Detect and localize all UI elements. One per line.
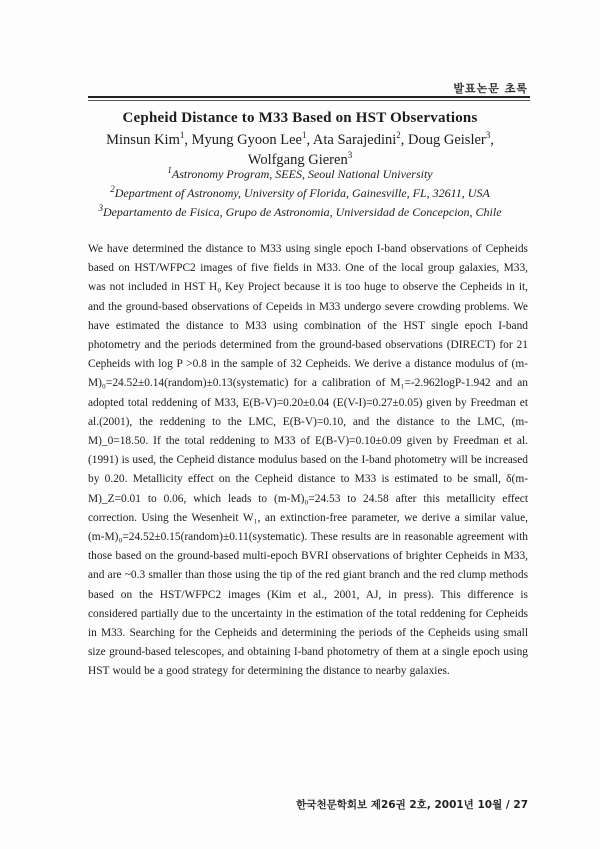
author-name: Myung Gyoon Lee [191,132,302,148]
affiliation-list [0,165,600,222]
author-affiliation-mark: 3 [485,130,491,141]
author-separator: , [400,132,409,148]
affiliation-text: Departamento de Fisica, Grupo de Astronomia, Universidad de Concepcion, Chile [102,205,502,219]
affiliation-number: 2 [110,184,115,194]
affiliation-text: Department of Astronomy, University of Florida, Gainesville, FL, 32611, USA [114,186,490,200]
author-name: Ata Sarajedini [312,132,397,148]
affiliation [0,165,600,184]
author-affiliation-mark: 1 [179,130,185,141]
author-separator: , [490,132,494,148]
author-list [0,130,600,170]
author-name: Wolfgang Gieren [247,152,348,168]
author-affiliation-mark: 2 [396,130,401,141]
affiliation-text: Astronomy Program, SEES, Seoul National University [171,167,433,181]
author-affiliation-mark: 1 [301,130,307,141]
affiliation-number: 3 [98,203,103,213]
author-affiliation-mark: 3 [347,150,353,161]
header-rule-thin [88,100,530,101]
paper-title: Cepheid Distance to M33 Based on HST Observations [122,110,478,126]
affiliation [0,184,600,203]
affiliation [0,203,600,222]
author-separator: , [184,132,192,148]
author-line-1 [0,130,600,150]
page-footer: 한국천문학회보 제26권 2호, 2001년 10월 / 27 [296,799,528,811]
affiliation-number: 1 [167,165,172,175]
abstract-body: We have determined the distance to M33 using single epoch I-band observations of Cepheids based on HST/WFPC2 images of five fields in M33. One of the local group galaxies, M33, was not included in HST H₀ Key Project because it is too huge to observe the Cepheids in it, and the ground-based observations of Cepeids in M33 undergo severe crowding problems. We have estimated the distance to M33 using combination of the HST single epoch I-band photometry and the periods determined from the ground-based observations (DIRECT) for 21 Cepheids with log P >0.8 in the sample of 32 Cepheids. We derive a distance modulus of (m-M)₀=24.52±0.14(random)±0.13(systematic) for a calibration of M₁=-2.962logP-1.942 and an adopted total reddening of M33, E(B-V)=0.20±0.04 (E(V-I)=0.27±0.05) given by Freedman et al.(2001), the reddening to the LMC, E(B-V)=0.10, and the distance to the LMC, (m-M)_0=18.50. If the total reddening to M33 of E(B-V)=0.10±0.09 given by Freedman et al.(1991) is used, the Cepheid distance modulus based on the I-band photometry will be increased by 0.20. Metallicity effect on the Cepheid distance to M33 is estimated to be small, δ(m-M)_Z=0.01 to 0.06, which leads to (m-M)₀=24.53 to 24.58 after this metallicity effect correction. Using the Wesenheit W₁, an extinction-free parameter, we derive a similar value, (m-M)₀=24.52±0.15(random)±0.11(systematic). These results are in reasonable agreement with those based on the ground-based multi-epoch BVRI observations of brighter Cepheids in M33, and are ~0.3 smaller than those using the tip of the red giant branch and the red clump methods based on the HST/WFPC2 images (Kim et al., 2001, AJ, in press). This difference is considered partially due to the uncertainty in the estimation of the total reddening for Cepheids in M33. Searching for the Cepheids and determining the periods of the Cepheids using small size ground-based telescopes, and obtaining I-band photometry of them at a single epoch using HST would be a good strategy for determining the distance to nearby galaxies. [88,243,528,678]
author-name: Minsun Kim [106,132,180,148]
author-separator: , [306,132,313,148]
author-name: Doug Geisler [408,132,486,148]
section-label: 발표논문 초록 [453,82,528,95]
header-rule [88,96,530,98]
